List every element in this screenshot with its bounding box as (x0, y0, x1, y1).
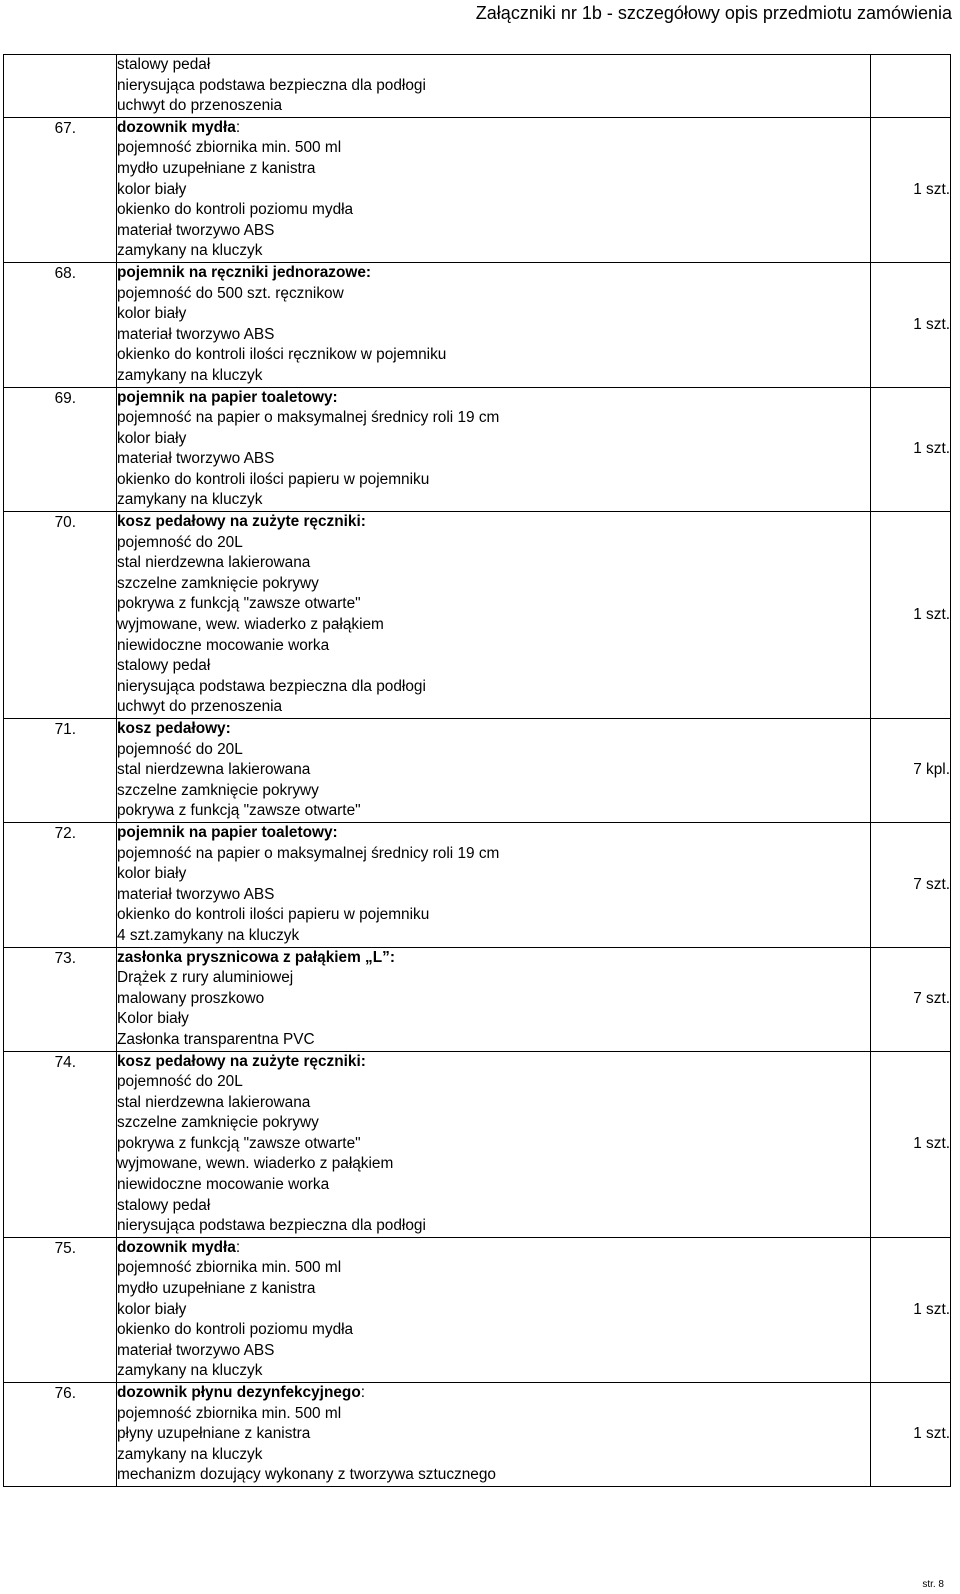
item-spec-line: kolor biały (117, 1300, 187, 1318)
item-spec-line: kolor biały (117, 429, 187, 447)
item-title-line (117, 1383, 870, 1404)
item-spec-line: pokrywa z funkcją "zawsze otwarte" (117, 1134, 361, 1152)
item-spec-line: materiał tworzywo ABS (117, 221, 275, 239)
item-spec-line: nierysująca podstawa bezpieczna dla podłogi (117, 76, 426, 94)
item-title-line (117, 823, 870, 844)
item-spec-line: materiał tworzywo ABS (117, 450, 275, 468)
item-quantity: 7 szt. (871, 947, 951, 1051)
item-title: pojemnik na ręczniki jednorazowe: (117, 263, 372, 281)
item-spec-line: kolor biały (117, 305, 187, 323)
item-title-line (117, 388, 870, 409)
item-title-line (117, 948, 870, 969)
item-spec-line: mechanizm dozujący wykonany z tworzywa sztucznego (117, 1466, 496, 1484)
item-spec-line: pojemność do 20L (117, 1073, 243, 1091)
item-spec-line: stalowy pedał (117, 1196, 211, 1214)
item-title-line (117, 719, 870, 740)
item-title: pojemnik na papier toaletowy: (117, 388, 338, 406)
item-title-line (117, 1052, 870, 1073)
item-number: 74. (54, 1053, 76, 1071)
item-spec-line: Kolor biały (117, 1010, 189, 1028)
item-title-line (117, 118, 870, 139)
item-spec-line: Drążek z rury aluminiowej (117, 969, 294, 987)
item-number: 73. (54, 949, 76, 967)
item-spec-line: niewidoczne mocowanie worka (117, 636, 330, 654)
item-spec-line: malowany proszkowo (117, 989, 265, 1007)
item-spec-line: okienko do kontroli ilości papieru w pojemniku (117, 470, 430, 488)
item-spec-line: materiał tworzywo ABS (117, 885, 275, 903)
item-spec-line: mydło uzupełniane z kanistra (117, 1280, 316, 1298)
item-spec-line: stalowy pedał (117, 657, 211, 675)
item-spec-line: pokrywa z funkcją "zawsze otwarte" (117, 595, 361, 613)
item-title: dozownik mydła (117, 1238, 236, 1256)
item-description-cell (117, 512, 871, 719)
item-spec-line: płyny uzupełniane z kanistra (117, 1425, 311, 1443)
item-quantity: 1 szt. (871, 512, 951, 719)
item-spec-line: pokrywa z funkcją "zawsze otwarte" (117, 802, 361, 820)
item-description-cell (117, 719, 871, 823)
item-number-cell (4, 512, 117, 719)
item-quantity: 7 szt. (871, 822, 951, 947)
item-number: 75. (54, 1239, 76, 1257)
item-number-cell (4, 1051, 117, 1237)
item-spec-line: kolor biały (117, 865, 187, 883)
item-description-cell (117, 55, 871, 118)
item-title-line (117, 512, 870, 533)
item-spec-line: uchwyt do przenoszenia (117, 698, 283, 716)
item-description-cell (117, 947, 871, 1051)
item-spec-line: mydło uzupełniane z kanistra (117, 159, 316, 177)
item-quantity: 1 szt. (871, 387, 951, 512)
item-quantity: 1 szt. (871, 1237, 951, 1382)
item-number-cell (4, 262, 117, 387)
item-spec-line: pojemność zbiornika min. 500 ml (117, 1404, 342, 1422)
item-description-cell (117, 1237, 871, 1382)
item-title: dozownik mydła (117, 118, 236, 136)
item-number-cell (4, 55, 117, 118)
item-spec-line: okienko do kontroli poziomu mydła (117, 1321, 354, 1339)
item-number: 71. (54, 721, 76, 738)
item-number: 69. (54, 389, 76, 407)
item-spec-line: okienko do kontroli ilości ręcznikow w pojemniku (117, 346, 447, 364)
item-number: 67. (54, 119, 76, 137)
table-row (4, 719, 951, 823)
item-number: 72. (54, 824, 76, 842)
item-number-cell (4, 719, 117, 823)
item-spec-line: zamykany na kluczyk (117, 242, 263, 260)
specification-table (3, 54, 951, 1487)
page-number: str. 8 (922, 1579, 944, 1590)
item-title-tail: : (360, 1384, 365, 1401)
item-quantity: 1 szt. (871, 1051, 951, 1237)
table-row (4, 947, 951, 1051)
item-spec-line: wyjmowane, wew. wiaderko z pałąkiem (117, 616, 384, 634)
item-quantity: 1 szt. (871, 262, 951, 387)
item-spec-line: pojemność do 500 szt. ręcznikow (117, 284, 344, 302)
item-title-line (117, 1238, 870, 1259)
table-row (4, 512, 951, 719)
table-row (4, 1383, 951, 1487)
item-spec-line: zamykany na kluczyk (117, 491, 263, 509)
item-number-cell (4, 947, 117, 1051)
item-spec-line: szczelne zamknięcie pokrywy (117, 781, 319, 799)
item-title: zasłonka prysznicowa z pałąkiem „L”: (117, 948, 395, 966)
item-number-cell (4, 117, 117, 262)
item-spec-line: stal nierdzewna lakierowana (117, 1093, 311, 1111)
item-quantity: 1 szt. (871, 117, 951, 262)
item-spec-line: okienko do kontroli ilości papieru w pojemniku (117, 906, 430, 924)
item-description-cell (117, 822, 871, 947)
table-row (4, 262, 951, 387)
item-spec-line: kolor biały (117, 180, 187, 198)
item-number-cell (4, 387, 117, 512)
item-title: dozownik płynu dezynfekcyjnego (117, 1384, 361, 1401)
item-description-cell (117, 1051, 871, 1237)
page-header-title: Załączniki nr 1b - szczegółowy opis przedmiotu zamówienia (475, 3, 952, 23)
item-spec-line: okienko do kontroli poziomu mydła (117, 201, 354, 219)
item-spec-line: szczelne zamknięcie pokrywy (117, 1114, 319, 1132)
table-row (4, 1237, 951, 1382)
item-spec-line: stal nierdzewna lakierowana (117, 554, 311, 572)
table-row (4, 387, 951, 512)
item-number: 76. (54, 1385, 76, 1402)
item-quantity (871, 55, 951, 118)
item-description-cell (117, 262, 871, 387)
table-row (4, 117, 951, 262)
item-spec-line: zamykany na kluczyk (117, 1445, 263, 1463)
item-number-cell (4, 822, 117, 947)
item-spec-line: zamykany na kluczyk (117, 1362, 263, 1380)
item-title: kosz pedałowy na zużyte ręczniki: (117, 1052, 366, 1070)
item-quantity: 1 szt. (871, 1383, 951, 1487)
item-title: kosz pedałowy na zużyte ręczniki: (117, 513, 366, 531)
item-spec-line: materiał tworzywo ABS (117, 1341, 275, 1359)
item-number-cell (4, 1237, 117, 1382)
item-spec-line: niewidoczne mocowanie worka (117, 1176, 330, 1194)
item-description-cell (117, 1383, 871, 1487)
item-spec-line: szczelne zamknięcie pokrywy (117, 574, 319, 592)
table-row (4, 55, 951, 118)
item-spec-line: pojemność zbiornika min. 500 ml (117, 139, 342, 157)
item-spec-line: pojemność do 20L (117, 533, 243, 551)
item-spec-line: nierysująca podstawa bezpieczna dla podłogi (117, 677, 426, 695)
item-description-cell (117, 117, 871, 262)
item-description-cell (117, 387, 871, 512)
item-number: 70. (54, 514, 76, 532)
item-spec-line: wyjmowane, wewn. wiaderko z pałąkiem (117, 1155, 394, 1173)
item-spec-line: stal nierdzewna lakierowana (117, 761, 311, 779)
item-spec-line: materiał tworzywo ABS (117, 325, 275, 343)
item-title: pojemnik na papier toaletowy: (117, 823, 338, 841)
table-row (4, 1051, 951, 1237)
item-title-tail: : (235, 118, 241, 136)
item-spec-line: Zasłonka transparentna PVC (117, 1030, 315, 1048)
item-spec-line: uchwyt do przenoszenia (117, 97, 283, 115)
item-spec-line: zamykany na kluczyk (117, 366, 263, 384)
item-title: kosz pedałowy: (117, 720, 231, 737)
item-number-cell (4, 1383, 117, 1487)
item-spec-line: pojemność zbiornika min. 500 ml (117, 1259, 342, 1277)
item-quantity: 7 kpl. (871, 719, 951, 823)
item-spec-line: pojemność do 20L (117, 740, 243, 758)
item-number: 68. (54, 264, 76, 282)
item-spec-line: stalowy pedał (117, 56, 211, 73)
item-spec-line: pojemność na papier o maksymalnej średnicy roli 19 cm (117, 409, 500, 427)
item-title-tail: : (235, 1238, 241, 1256)
item-title-line (117, 263, 870, 284)
item-spec-line: pojemność na papier o maksymalnej średnicy roli 19 cm (117, 844, 500, 862)
item-spec-line: nierysująca podstawa bezpieczna dla podłogi (117, 1217, 426, 1235)
item-spec-line: 4 szt.zamykany na kluczyk (117, 926, 300, 944)
table-row (4, 822, 951, 947)
